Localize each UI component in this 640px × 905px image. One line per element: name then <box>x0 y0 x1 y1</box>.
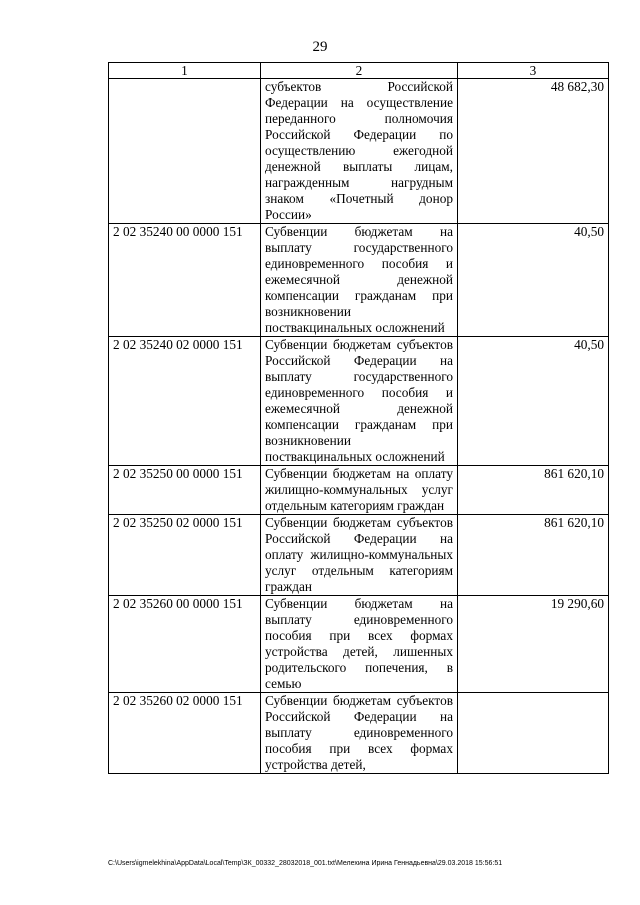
budget-code: 2 02 35260 02 0000 151 <box>109 693 261 774</box>
budget-code: 2 02 35240 02 0000 151 <box>109 337 261 466</box>
budget-description: Субвенции бюджетам на выплату государственного единовременного пособия и ежемесячной денежной компенсации гражданам при возникновении поствакцинальных осложнений <box>261 224 458 337</box>
budget-description: субъектов Российской Федерации на осуществление переданного полномочия Российской Федерации по осуществлению ежегодной денежной выплаты лицам, награжденным нагрудным знаком «Почетный донор России» <box>261 79 458 224</box>
budget-description: Субвенции бюджетам субъектов Российской Федерации на выплату единовременного пособия при всех формах устройства детей, <box>261 693 458 774</box>
column-header-description: 2 <box>261 63 458 79</box>
budget-code: 2 02 35260 00 0000 151 <box>109 596 261 693</box>
budget-description: Субвенции бюджетам на оплату жилищно-коммунальных услуг отдельным категориям граждан <box>261 466 458 515</box>
column-header-code: 1 <box>109 63 261 79</box>
table-row <box>109 596 609 693</box>
table-row <box>109 337 609 466</box>
table-row <box>109 224 609 337</box>
budget-amount <box>458 693 609 774</box>
budget-code: 2 02 35240 00 0000 151 <box>109 224 261 337</box>
budget-code: 2 02 35250 00 0000 151 <box>109 466 261 515</box>
budget-amount: 861 620,10 <box>458 466 609 515</box>
table-row <box>109 515 609 596</box>
budget-code <box>109 79 261 224</box>
budget-amount: 40,50 <box>458 337 609 466</box>
budget-amount: 48 682,30 <box>458 79 609 224</box>
budget-amount: 40,50 <box>458 224 609 337</box>
table-row <box>109 693 609 774</box>
table-row <box>109 79 609 224</box>
budget-description: Субвенции бюджетам на выплату единовременного пособия при всех формах устройства детей, лишенных родительского попечения, в семью <box>261 596 458 693</box>
budget-table <box>108 62 609 774</box>
table-header-row <box>109 63 609 79</box>
budget-description: Субвенции бюджетам субъектов Российской Федерации на оплату жилищно-коммунальных услуг отдельным категориям граждан <box>261 515 458 596</box>
budget-amount: 19 290,60 <box>458 596 609 693</box>
table-row <box>109 466 609 515</box>
budget-code: 2 02 35250 02 0000 151 <box>109 515 261 596</box>
footer-file-path: C:\Users\igmelekhina\AppData\Local\Temp\ЗК_00332_28032018_001.txt\Мелехина Ирина Геннадьевна\29.03.2018 15:56:51 <box>108 860 503 867</box>
column-header-amount: 3 <box>458 63 609 79</box>
page-number: 29 <box>312 39 328 55</box>
budget-amount: 861 620,10 <box>458 515 609 596</box>
budget-description: Субвенции бюджетам субъектов Российской Федерации на выплату государственного единовременного пособия и ежемесячной денежной компенсации гражданам при возникновении поствакцинальных осложнений <box>261 337 458 466</box>
